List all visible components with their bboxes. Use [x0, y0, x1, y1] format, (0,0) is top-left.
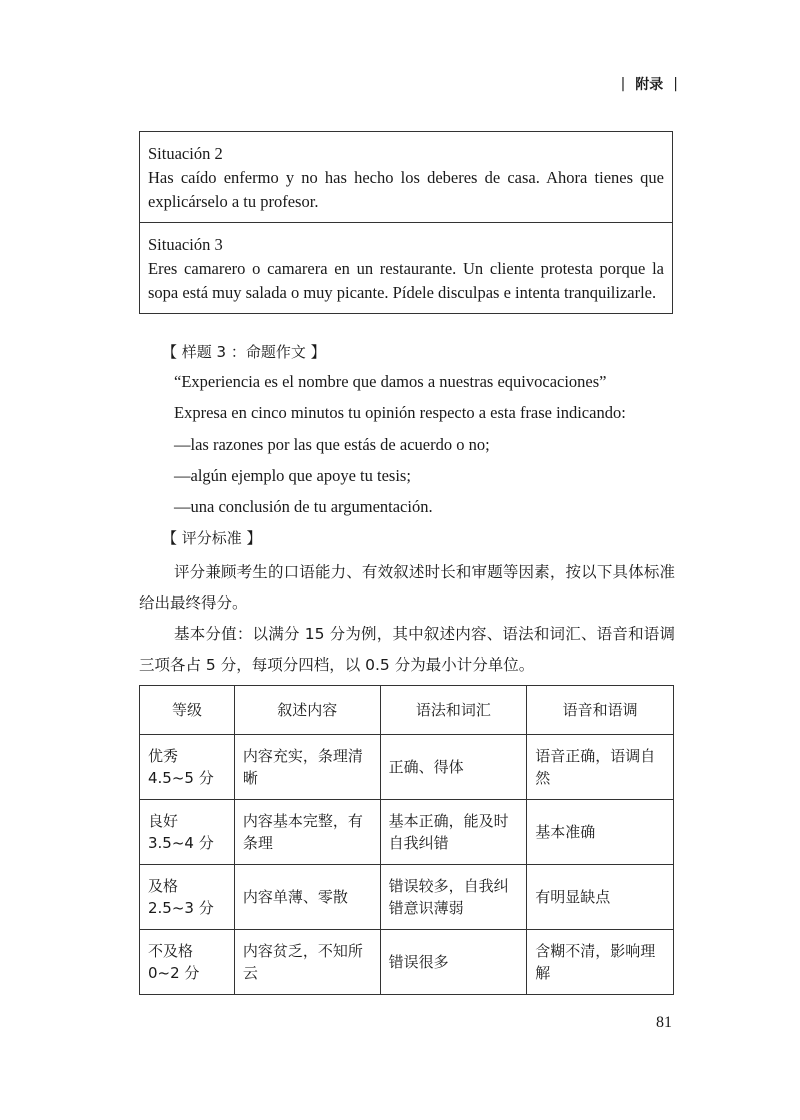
situation-text: Has caído enfermo y no has hecho los deberes de casa. Ahora tienes que explicárselo a tu profesor. [148, 168, 664, 211]
pronunciation-cell: 基本准确 [527, 800, 674, 865]
header-divider: | [620, 76, 626, 92]
content-cell: 内容充实，条理清晰 [234, 735, 380, 800]
pronunciation-cell: 有明显缺点 [527, 865, 674, 930]
header-divider: | [673, 76, 678, 92]
level-range: 4.5~5 分 [148, 769, 214, 787]
level-cell [140, 865, 235, 930]
level-range: 3.5~4 分 [148, 834, 214, 852]
grading-table [139, 685, 674, 995]
table-row [140, 735, 674, 800]
content-cell: 内容单薄、零散 [234, 865, 380, 930]
level-name: 良好 [148, 812, 179, 830]
sample-point: —las razones por las que estás de acuerdo o no; [174, 435, 490, 454]
level-name: 不及格 [148, 942, 194, 960]
header-section-title: 附录 [635, 77, 664, 93]
level-cell [140, 735, 235, 800]
situation-2 [140, 132, 672, 222]
situation-title: Situación 3 [148, 235, 223, 254]
pronunciation-cell: 含糊不清，影响理解 [527, 930, 674, 995]
page-number: 81 [656, 1014, 672, 1031]
grammar-cell: 错误很多 [380, 930, 527, 995]
situation-3 [140, 222, 672, 313]
level-cell [140, 800, 235, 865]
column-header: 语法和词汇 [380, 686, 527, 735]
table-header-row [140, 686, 674, 735]
level-cell [140, 930, 235, 995]
pronunciation-cell: 语音正确，语调自然 [527, 735, 674, 800]
sample-quote: “Experiencia es el nombre que damos a nuestras equivocaciones” [174, 372, 607, 391]
column-header: 叙述内容 [234, 686, 380, 735]
level-name: 及格 [148, 877, 179, 895]
criteria-label: 【 评分标准 】 [162, 529, 262, 547]
running-header [621, 74, 678, 94]
situation-title: Situación 2 [148, 144, 223, 163]
content-cell: 内容贫乏，不知所云 [234, 930, 380, 995]
criteria-paragraph-1: 评分兼顾考生的口语能力、有效叙述时长和审题等因素，按以下具体标准给出最终得分。 [139, 563, 675, 612]
table-row [140, 930, 674, 995]
level-range: 0~2 分 [148, 964, 200, 982]
table-row [140, 800, 674, 865]
situation-text: Eres camarero o camarera en un restaurante. Un cliente protesta porque la sopa está muy salada o muy picante. Pídele disculpas e intenta tranquilizarle. [148, 259, 664, 302]
sample-3-label: 【 样题 3 ：命题作文 】 [162, 343, 326, 361]
level-name: 优秀 [148, 747, 179, 765]
content-cell: 内容基本完整，有条理 [234, 800, 380, 865]
column-header: 语音和语调 [527, 686, 674, 735]
level-range: 2.5~3 分 [148, 899, 214, 917]
grammar-cell: 正确、得体 [380, 735, 527, 800]
column-header: 等级 [140, 686, 235, 735]
situations-box [139, 131, 673, 314]
table-row [140, 865, 674, 930]
grammar-cell: 错误较多，自我纠错意识薄弱 [380, 865, 527, 930]
sample-instruction: Expresa en cinco minutos tu opinión respecto a esta frase indicando: [174, 403, 626, 422]
sample-point: —una conclusión de tu argumentación. [174, 497, 433, 516]
grammar-cell: 基本正确，能及时自我纠错 [380, 800, 527, 865]
criteria-paragraph-2: 基本分值：以满分 15 分为例，其中叙述内容、语法和词汇、语音和语调三项各占 5 分，每项分四档，以 0.5 分为最小计分单位。 [139, 625, 675, 674]
sample-point: —algún ejemplo que apoye tu tesis; [174, 466, 411, 485]
